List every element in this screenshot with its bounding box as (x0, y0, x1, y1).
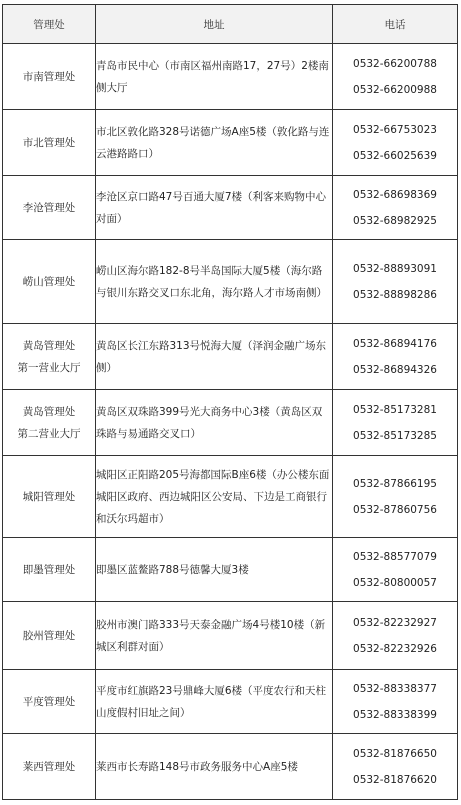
office-name: 胶州管理处 (22, 629, 76, 642)
address-cell (96, 602, 333, 670)
phone-number: 0532-85173285 (353, 429, 437, 442)
office-address: 即墨区蓝鳌路788号德馨大厦3楼 (96, 563, 249, 576)
office-name-cell (3, 110, 96, 176)
header-row (3, 5, 458, 44)
office-name-cell (3, 538, 96, 602)
office-name-cell (3, 670, 96, 734)
phone-number: 0532-88898286 (353, 288, 437, 301)
office-address: 平度市红旗路23号鼎峰大厦6楼（平度农行和天柱山度假村旧址之间） (96, 684, 327, 719)
office-name: 第一营业大厅 (17, 361, 81, 374)
table-row (3, 44, 458, 110)
office-name: 黄岛管理处 (22, 339, 76, 352)
column-header-address: 地址 (96, 5, 333, 44)
phone-number: 0532-87866195 (353, 477, 437, 490)
office-name: 李沧管理处 (22, 201, 76, 214)
office-name: 市南管理处 (22, 70, 76, 83)
address-cell (96, 538, 333, 602)
table-row (3, 324, 458, 390)
table-header (3, 5, 458, 44)
address-cell (96, 44, 333, 110)
office-address: 李沧区京口路47号百通大厦7楼（利客来购物中心对面） (96, 190, 327, 225)
phone-cell (333, 390, 458, 456)
table-row (3, 240, 458, 324)
phone-cell (333, 324, 458, 390)
office-address: 胶州市澳门路333号天泰金融广场4号楼10楼（新城区利群对面） (96, 618, 326, 653)
phone-number: 0532-66200788 (353, 57, 437, 70)
phone-number: 0532-68982925 (353, 214, 437, 227)
office-name-cell (3, 390, 96, 456)
column-header-office: 管理处 (3, 5, 96, 44)
phone-cell (333, 670, 458, 734)
phone-number: 0532-66200988 (353, 83, 437, 96)
office-name-cell (3, 240, 96, 324)
phone-cell (333, 44, 458, 110)
phone-cell (333, 176, 458, 240)
table-body (3, 44, 458, 800)
office-name-cell (3, 602, 96, 670)
office-name: 黄岛管理处 (22, 405, 76, 418)
office-name-cell (3, 456, 96, 538)
phone-cell (333, 456, 458, 538)
column-header-phone: 电话 (333, 5, 458, 44)
phone-number: 0532-87860756 (353, 503, 437, 516)
office-name-cell (3, 734, 96, 800)
phone-number: 0532-85173281 (353, 403, 437, 416)
phone-number: 0532-86894176 (353, 337, 437, 350)
phone-cell (333, 538, 458, 602)
phone-cell (333, 734, 458, 800)
address-cell (96, 176, 333, 240)
table-row (3, 734, 458, 800)
office-address: 黄岛区长江东路313号悦海大厦（泽润金融广场东侧） (96, 339, 327, 374)
address-cell (96, 390, 333, 456)
office-name: 第二营业大厅 (17, 427, 81, 440)
office-address: 城阳区正阳路205号海都国际B座6楼（办公楼东面城阳区政府、西边城阳区公安局、下边是工商银行和沃尔玛超市） (96, 468, 330, 525)
address-cell (96, 734, 333, 800)
office-name-cell (3, 44, 96, 110)
office-address: 崂山区海尔路182-8号半岛国际大厦5楼（海尔路与银川东路交叉口东北角，海尔路人才市场南侧） (96, 264, 327, 299)
table-row (3, 176, 458, 240)
phone-number: 0532-66025639 (353, 149, 437, 162)
office-name: 莱西管理处 (22, 760, 76, 773)
phone-number: 0532-81876620 (353, 773, 437, 786)
address-cell (96, 110, 333, 176)
table-row (3, 110, 458, 176)
office-name-cell (3, 176, 96, 240)
address-cell (96, 670, 333, 734)
phone-number: 0532-88338399 (353, 708, 437, 721)
office-address: 青岛市民中心（市南区福州南路17，27号）2楼南侧大厅 (96, 59, 329, 94)
table-row (3, 670, 458, 734)
office-directory-table (2, 4, 458, 800)
address-cell (96, 240, 333, 324)
phone-number: 0532-80800057 (353, 576, 437, 589)
office-address: 莱西市长寿路148号市政务服务中心A座5楼 (96, 760, 298, 773)
table-row (3, 456, 458, 538)
office-name: 市北管理处 (22, 136, 76, 149)
phone-number: 0532-88577079 (353, 550, 437, 563)
table-row (3, 538, 458, 602)
phone-cell (333, 240, 458, 324)
office-address: 市北区敦化路328号诺德广场A座5楼（敦化路与连云港路路口） (96, 125, 330, 160)
phone-number: 0532-68698369 (353, 188, 437, 201)
table-row (3, 390, 458, 456)
phone-number: 0532-82232926 (353, 642, 437, 655)
office-name: 城阳管理处 (22, 490, 76, 503)
phone-number: 0532-82232927 (353, 616, 437, 629)
phone-number: 0532-81876650 (353, 747, 437, 760)
office-name: 平度管理处 (22, 695, 76, 708)
phone-number: 0532-88893091 (353, 262, 437, 275)
phone-number: 0532-86894326 (353, 363, 437, 376)
office-name: 即墨管理处 (22, 563, 76, 576)
office-name: 崂山管理处 (22, 275, 76, 288)
office-address: 黄岛区双珠路399号光大商务中心3楼（黄岛区双珠路与易通路交叉口） (96, 405, 323, 440)
phone-number: 0532-66753023 (353, 123, 437, 136)
address-cell (96, 456, 333, 538)
table-row (3, 602, 458, 670)
phone-number: 0532-88338377 (353, 682, 437, 695)
office-name-cell (3, 324, 96, 390)
phone-cell (333, 602, 458, 670)
phone-cell (333, 110, 458, 176)
address-cell (96, 324, 333, 390)
